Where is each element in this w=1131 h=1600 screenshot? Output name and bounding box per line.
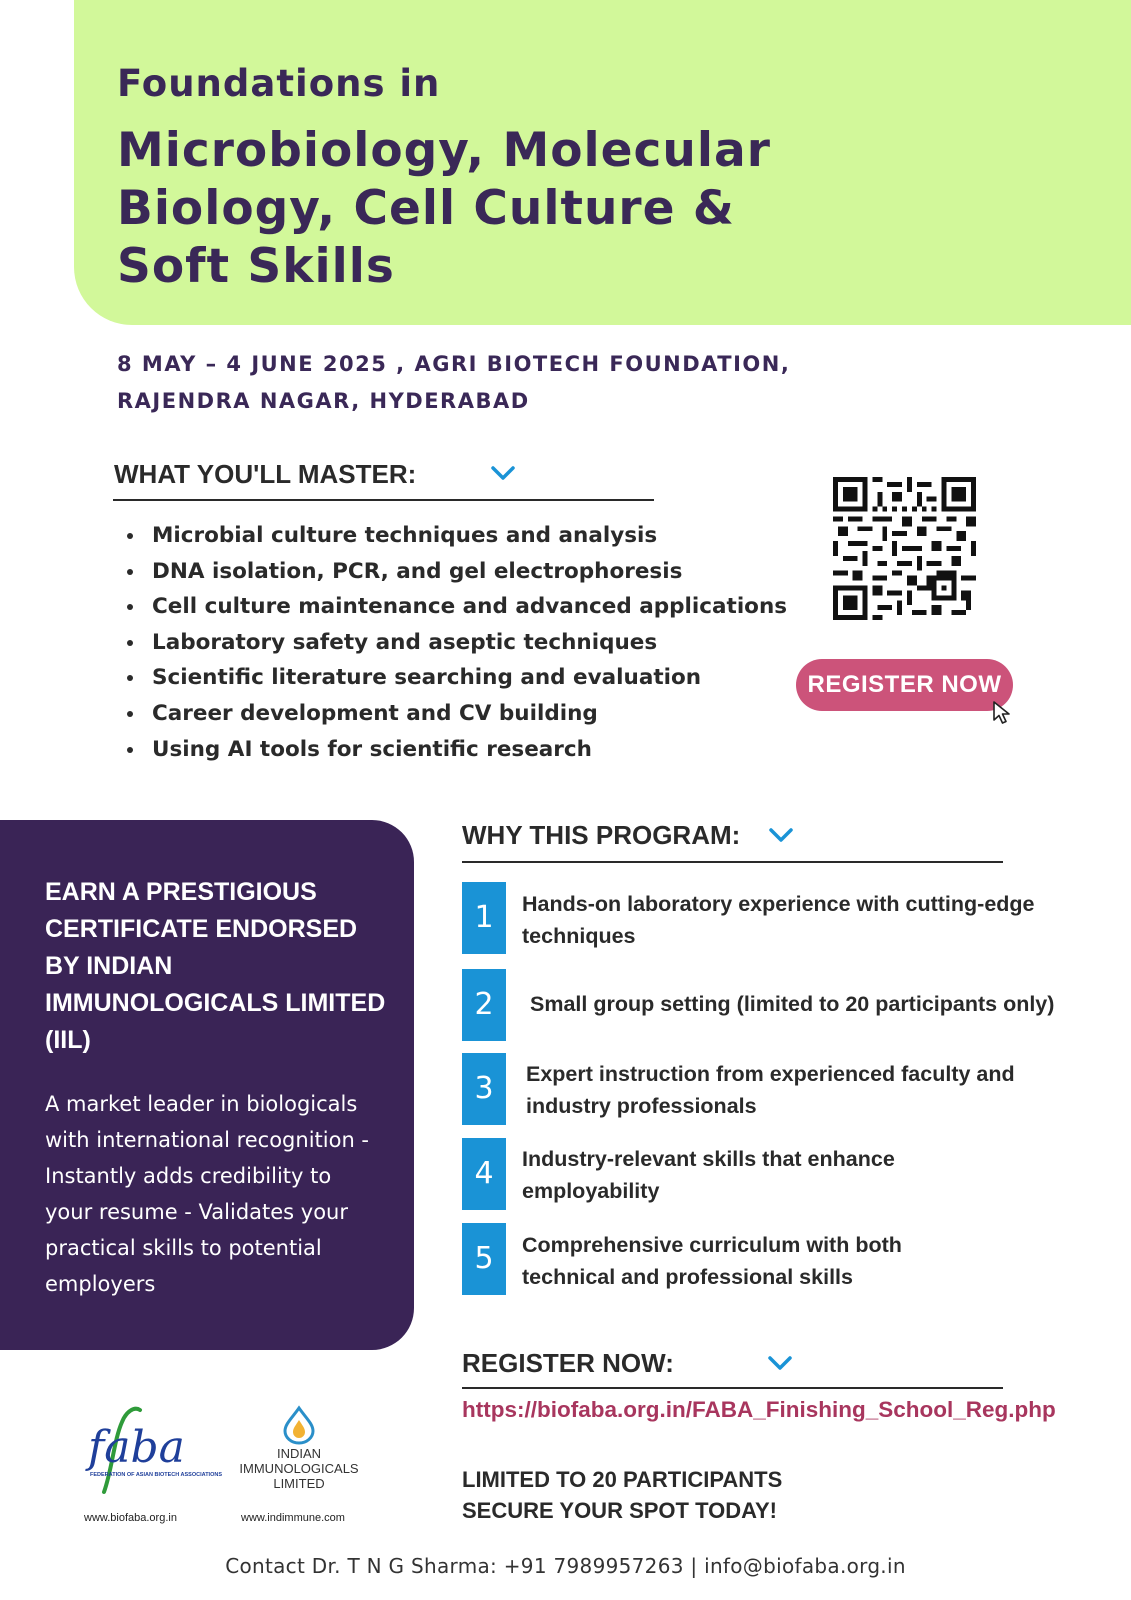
registration-link[interactable]: https://biofaba.org.in/FABA_Finishing_School_Reg.php xyxy=(462,1397,1056,1422)
page-title-line-3: Soft Skills xyxy=(117,239,395,294)
page-title-line-1: Microbiology, Molecular xyxy=(117,123,771,178)
list-item: Using AI tools for scientific research xyxy=(125,732,787,768)
step-number-1: 1 xyxy=(462,882,506,954)
step-number-4: 4 xyxy=(462,1138,506,1210)
why-item-5: Comprehensive curriculum with both technical and professional skills xyxy=(522,1233,902,1289)
faba-logo xyxy=(82,1400,223,1502)
list-item: Laboratory safety and aseptic techniques xyxy=(125,625,787,661)
certificate-description: A market leader in biologicals with international recognition - Instantly adds credibility to your resume - Validates your practical skills to potential employers xyxy=(45,1092,370,1296)
master-list xyxy=(125,518,787,767)
iil-logo xyxy=(282,1406,316,1444)
why-item-4: Industry-relevant skills that enhance employability xyxy=(522,1147,895,1203)
step-number-3: 3 xyxy=(462,1053,506,1125)
iil-url[interactable]: www.indimmune.com xyxy=(241,1512,345,1524)
faba-wordmark: faba xyxy=(88,1422,185,1473)
chevron-down-icon xyxy=(768,826,794,844)
event-location: RAJENDRA NAGAR, HYDERABAD xyxy=(117,389,530,413)
master-divider xyxy=(113,499,654,501)
iil-name-line: IMMUNOLOGICALS xyxy=(239,1461,359,1476)
step-number-2: 2 xyxy=(462,969,506,1041)
chevron-down-icon xyxy=(767,1354,793,1372)
faba-tagline: FEDERATION OF ASIAN BIOTECH ASSOCIATIONS xyxy=(90,1472,223,1478)
register-divider xyxy=(462,1387,1003,1389)
limited-notice xyxy=(462,1464,782,1526)
list-item: Career development and CV building xyxy=(125,696,787,732)
iil-name-line: INDIAN xyxy=(276,1446,322,1461)
why-item-2: Small group setting (limited to 20 participants only) xyxy=(530,992,1055,1016)
event-dates-venue: 8 MAY – 4 JUNE 2025 , AGRI BIOTECH FOUNDATION, xyxy=(117,352,791,376)
why-item-3: Expert instruction from experienced faculty and industry professionals xyxy=(526,1062,1015,1118)
list-item: Microbial culture techniques and analysis xyxy=(125,518,787,554)
limited-line: LIMITED TO 20 PARTICIPANTS xyxy=(462,1467,783,1492)
master-heading: WHAT YOU'LL MASTER: xyxy=(114,459,417,489)
page-title-line-2: Biology, Cell Culture & xyxy=(117,181,735,236)
cursor-pointer-icon xyxy=(992,700,1014,726)
secure-line: SECURE YOUR SPOT TODAY! xyxy=(462,1498,777,1523)
why-heading: WHY THIS PROGRAM: xyxy=(462,820,741,850)
step-number-5: 5 xyxy=(462,1223,506,1295)
register-now-button[interactable]: REGISTER NOW xyxy=(796,659,1013,711)
list-item: DNA isolation, PCR, and gel electrophoresis xyxy=(125,554,787,590)
chevron-down-icon xyxy=(490,464,516,482)
iil-name-line: LIMITED xyxy=(273,1476,325,1491)
list-item: Scientific literature searching and evaluation xyxy=(125,660,787,696)
list-item: Cell culture maintenance and advanced applications xyxy=(125,589,787,625)
register-heading: REGISTER NOW: xyxy=(462,1348,674,1378)
page-subtitle: Foundations in xyxy=(117,62,441,105)
why-item-1: Hands-on laboratory experience with cutting-edge techniques xyxy=(522,892,1035,948)
iil-name xyxy=(235,1446,363,1491)
why-divider xyxy=(462,861,1003,863)
faba-url[interactable]: www.biofaba.org.in xyxy=(84,1512,177,1524)
contact-info: Contact Dr. T N G Sharma: +91 7989957263 | info@biofaba.org.in xyxy=(225,1554,906,1578)
qr-code[interactable] xyxy=(833,477,976,620)
certificate-heading: EARN A PRESTIGIOUS CERTIFICATE ENDORSED BY INDIAN IMMUNOLOGICALS LIMITED (IIL) xyxy=(45,878,386,1054)
